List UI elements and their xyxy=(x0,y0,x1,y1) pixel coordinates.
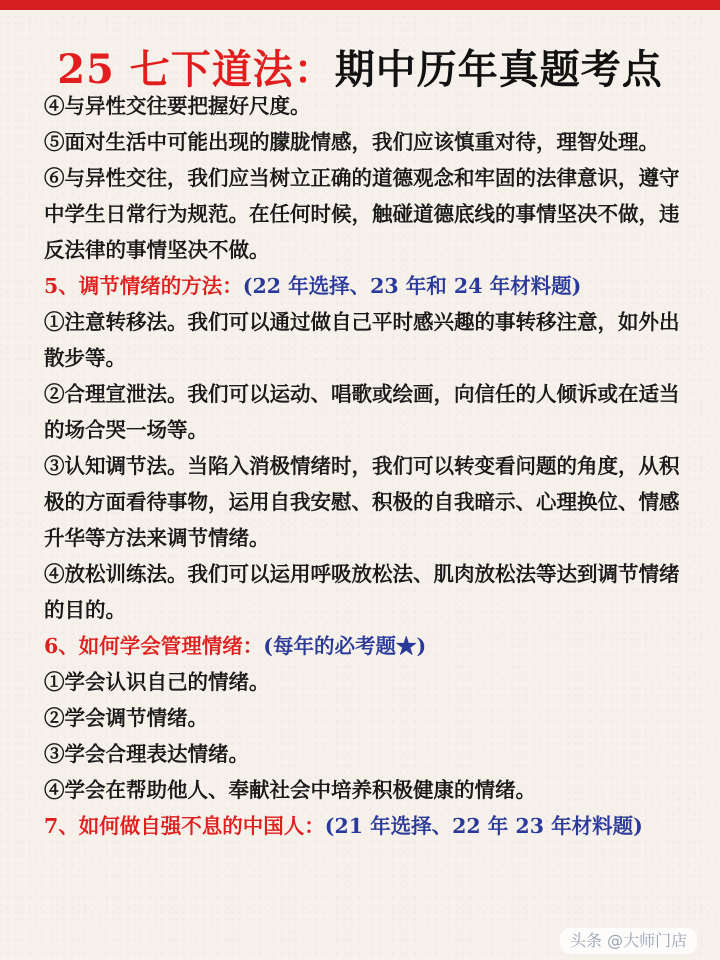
paragraph: ③认知调节法。当陷入消极情绪时，我们可以转变看问题的角度，从积极的方面看待事物，运用自我安慰、积极的自我暗示、心理换位、情感升华等方法来调节情绪。 xyxy=(44,454,680,550)
section-heading-note: (每年的必考题★) xyxy=(263,634,427,658)
paragraph: ②学会调节情绪。 xyxy=(44,706,208,730)
paragraph: ③学会合理表达情绪。 xyxy=(44,742,249,766)
page-title xyxy=(0,38,720,95)
section-heading-note: (22 年选择、23 年和 24 年材料题) xyxy=(242,274,582,298)
section-5-heading xyxy=(44,268,692,304)
section-heading-text: 5、调节情绪的方法： xyxy=(44,274,243,298)
paragraph: ④与异性交往要把握好尺度。 xyxy=(44,94,311,118)
paragraph: ④学会在帮助他人、奉献社会中培养积极健康的情绪。 xyxy=(44,778,536,802)
paragraph: ⑥与异性交往，我们应当树立正确的道德观念和牢固的法律意识，遵守中学生日常行为规范。在任何时候，触碰道德底线的事情坚决不做，违反法律的事情坚决不做。 xyxy=(44,166,680,262)
section-heading-note: (21 年选择、22 年 23 年材料题) xyxy=(324,814,643,838)
section-heading-text: 6、如何学会管理情绪： xyxy=(44,634,264,658)
paragraph: ①学会认识自己的情绪。 xyxy=(44,670,270,694)
top-accent-bar xyxy=(0,0,720,10)
content-body xyxy=(44,88,692,844)
watermark: 头条 @大师门店 xyxy=(560,928,697,954)
paragraph: ④放松训练法。我们可以运用呼吸放松法、肌肉放松法等达到调节情绪的目的。 xyxy=(44,562,680,622)
paragraph: ①注意转移法。我们可以通过做自己平时感兴趣的事转移注意，如外出散步等。 xyxy=(44,310,680,370)
title-prefix: 25 七下道法： xyxy=(57,46,335,93)
paragraph: ②合理宣泄法。我们可以运动、唱歌或绘画，向信任的人倾诉或在适当的场合哭一场等。 xyxy=(44,382,680,442)
section-7-heading xyxy=(44,808,692,844)
title-main: 期中历年真题考点 xyxy=(334,46,663,93)
section-heading-text: 7、如何做自强不息的中国人： xyxy=(44,814,325,838)
section-6-heading xyxy=(44,628,692,664)
paragraph: ⑤面对生活中可能出现的朦胧情感，我们应该慎重对待，理智处理。 xyxy=(44,130,659,154)
